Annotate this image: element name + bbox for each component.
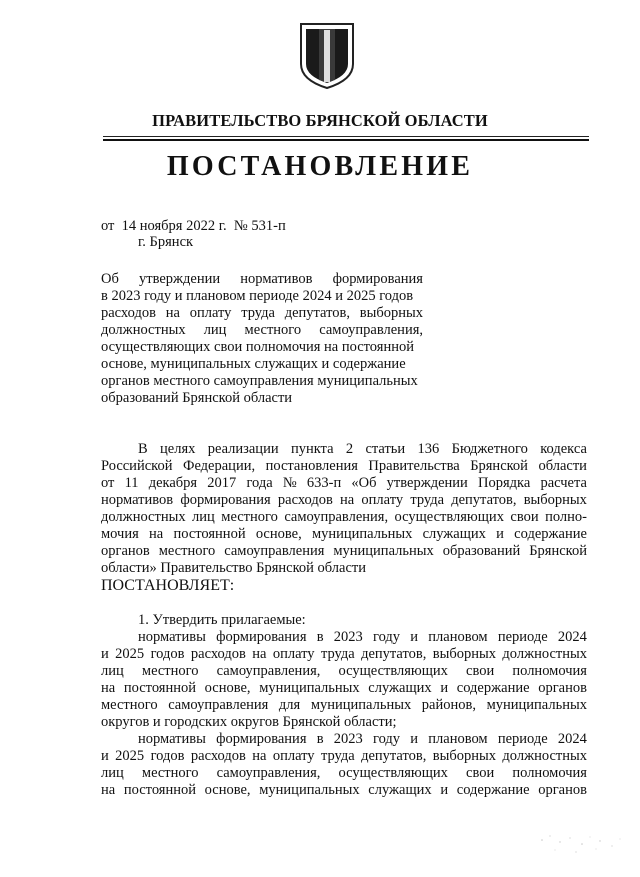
word: нормативы (138, 731, 206, 747)
word: Брянской (529, 543, 587, 559)
word: лиц (192, 509, 215, 525)
subject-line (101, 271, 423, 288)
word: на (101, 782, 116, 798)
word: и (101, 748, 109, 764)
document-body (101, 441, 587, 799)
word: самоуправления, (216, 765, 321, 781)
word: 2024 (557, 629, 587, 645)
number-sign: № (233, 218, 248, 234)
word: муниципальных (310, 697, 412, 713)
word: 2017 (207, 475, 237, 491)
header-rule-thin (103, 136, 589, 137)
word: содержание (514, 526, 587, 542)
word: периоде (497, 629, 548, 645)
preamble-line: области» Правительство Брянской области (101, 560, 366, 576)
word: выборных (432, 646, 496, 662)
word: постановления (265, 458, 358, 474)
word: году (373, 629, 401, 645)
subject-line: в 2023 году и плановом периоде 2024 и 2025 годов (101, 288, 414, 304)
word: расчета (540, 475, 587, 491)
word: депутатов, (284, 305, 350, 321)
item-a-line (101, 697, 587, 714)
word: на (252, 646, 267, 662)
word: периоде (497, 731, 548, 747)
word: местного (244, 322, 302, 338)
word: и (440, 782, 449, 798)
word: годов (150, 748, 185, 764)
word: Правительства (368, 458, 460, 474)
word: и (496, 526, 504, 542)
word: постоянной (123, 782, 196, 798)
preamble-line (101, 458, 587, 475)
word: депутатов, (451, 492, 517, 508)
word: должностных (502, 748, 587, 764)
word: утверждении (386, 475, 468, 491)
word: 2025 (115, 646, 145, 662)
word: самоуправления, (319, 322, 423, 338)
point-1-item-a (101, 629, 587, 731)
word: и (440, 680, 449, 696)
issuing-authority: ПРАВИТЕЛЬСТВО БРЯНСКОЙ ОБЛАСТИ (152, 111, 488, 130)
word: нормативы (138, 629, 206, 645)
word: расходов (277, 492, 333, 508)
word: муниципальных (486, 697, 587, 713)
word: свои (466, 765, 495, 781)
word: органов (538, 680, 587, 696)
word: и (101, 646, 109, 662)
word: свои (466, 663, 495, 679)
word: полно- (545, 509, 587, 525)
item-a-line (101, 680, 587, 697)
document-number: 531-п (251, 218, 286, 234)
word: постоянной (123, 680, 196, 696)
word: содержание (456, 782, 530, 798)
word: труда (320, 646, 355, 662)
word: осуществляющих (338, 663, 448, 679)
word: самоуправления, (216, 663, 321, 679)
word: осуществляющих (394, 509, 504, 525)
preamble-line (101, 475, 587, 492)
word: № (282, 475, 297, 491)
word: кодекса (540, 441, 587, 457)
word: свои (510, 509, 539, 525)
item-a-line (101, 646, 587, 663)
preamble-line (101, 492, 587, 509)
word: формирования (216, 629, 307, 645)
word: служащих (368, 680, 432, 696)
word: органов (538, 782, 587, 798)
word: целях (160, 441, 196, 457)
word: и (410, 629, 419, 645)
word: районов, (421, 697, 476, 713)
subject-line: органов местного самоуправления муниципальных (101, 373, 418, 389)
word: основе, (204, 782, 251, 798)
word: расходов (190, 748, 246, 764)
word: местного (141, 663, 199, 679)
word: должностных (502, 646, 587, 662)
word: муниципальных (333, 543, 434, 559)
word: от (101, 475, 115, 491)
word: муниципальных (259, 680, 360, 696)
word: выборных (359, 305, 423, 321)
word: Порядка (477, 475, 531, 491)
word: осуществляющих (338, 765, 448, 781)
word: должностных (101, 509, 186, 525)
item-b-line (101, 782, 587, 799)
subject-line (101, 322, 423, 339)
item-a-line (101, 629, 587, 646)
word: утверждении (139, 271, 221, 287)
word: мочия (101, 526, 139, 542)
word: органов (101, 543, 150, 559)
word: образований (442, 543, 521, 559)
word: В (138, 441, 148, 457)
word: Брянской (470, 458, 528, 474)
word: на (165, 305, 180, 321)
word: труда (241, 305, 275, 321)
word: «Об (351, 475, 377, 491)
word: нормативов (240, 271, 313, 287)
word: местного (101, 697, 158, 713)
word: года (246, 475, 273, 491)
preamble-line (101, 543, 587, 560)
item-a-line: округов и городских округов Брянской области; (101, 714, 397, 730)
word: лиц (101, 663, 124, 679)
word: лиц (203, 322, 227, 338)
word: и (410, 731, 419, 747)
preamble-line (101, 509, 587, 526)
word: депутатов, (361, 646, 427, 662)
date-prefix: от (101, 218, 115, 234)
word: служащих (422, 526, 486, 542)
header-rule-thick (103, 139, 589, 141)
word: Федерации, (182, 458, 256, 474)
word: лиц (101, 765, 124, 781)
item-a-line (101, 663, 587, 680)
document-type-title: ПОСТАНОВЛЕНИЕ (166, 151, 474, 182)
word: основе, (204, 680, 251, 696)
word: полномочия (512, 663, 587, 679)
word: самоуправления, (284, 509, 389, 525)
word: 2 (345, 441, 354, 457)
item-b-line (101, 731, 587, 748)
word: местного (158, 543, 216, 559)
word: формирования (180, 492, 271, 508)
word: на (101, 680, 116, 696)
word: труда (320, 748, 355, 764)
word: полномочия (512, 765, 587, 781)
subject-line: осуществляющих свои полномочия на постоянной (101, 339, 414, 355)
word: расходов (101, 305, 156, 321)
word: формирования (332, 271, 423, 287)
word: оплату (272, 646, 315, 662)
subject-line: основе, муниципальных служащих и содержание (101, 356, 406, 372)
word: году (373, 731, 401, 747)
document-subject (101, 271, 423, 407)
date-number-line (101, 218, 286, 235)
subject-line (101, 305, 423, 322)
preamble (101, 441, 587, 577)
word: 633-п (306, 475, 342, 491)
word: нормативов (101, 492, 174, 508)
word: декабря (148, 475, 198, 491)
preamble-line (101, 441, 587, 458)
word: самоуправления (224, 543, 325, 559)
word: должностных (101, 322, 186, 338)
word: 2024 (557, 731, 587, 747)
coat-of-arms-emblem-icon (298, 20, 356, 90)
word: плановом (428, 731, 488, 747)
word: местного (221, 509, 278, 525)
word: годов (150, 646, 185, 662)
word: 136 (417, 441, 440, 457)
word: расходов (190, 646, 246, 662)
word: выборных (432, 748, 496, 764)
word: муниципальных (311, 526, 413, 542)
word: служащих (368, 782, 432, 798)
word: содержание (456, 680, 530, 696)
word: выборных (523, 492, 587, 508)
word: области (538, 458, 587, 474)
word: муниципальных (259, 782, 360, 798)
word: в (316, 731, 324, 747)
subject-line: образований Брянской области (101, 390, 293, 406)
word: оплату (189, 305, 232, 321)
word: основе, (255, 526, 302, 542)
word: 2023 (333, 629, 363, 645)
word: Российской (101, 458, 173, 474)
point-1-heading: 1. Утвердить прилагаемые: (138, 612, 306, 628)
word: реализации (207, 441, 279, 457)
word: плановом (428, 629, 488, 645)
point-1-item-b (101, 731, 587, 799)
word: на (252, 748, 267, 764)
document-date: 14 ноября 2022 г. (121, 218, 227, 234)
item-b-line (101, 765, 587, 782)
word: оплату (272, 748, 315, 764)
word: статьи (365, 441, 406, 457)
word: постоянной (173, 526, 246, 542)
decree-word: ПОСТАНОВЛЯЕТ: (101, 577, 235, 594)
scan-artifact (530, 826, 630, 866)
word: 2023 (333, 731, 363, 747)
word: на (340, 492, 355, 508)
word: депутатов, (361, 748, 427, 764)
word: для (278, 697, 301, 713)
city: г. Брянск (138, 234, 194, 250)
word: труда (410, 492, 445, 508)
word: в (316, 629, 324, 645)
word: Бюджетного (451, 441, 528, 457)
word: оплату (361, 492, 404, 508)
word: пункта (290, 441, 334, 457)
word: Об (101, 271, 119, 287)
item-b-line (101, 748, 587, 765)
preamble-line (101, 526, 587, 543)
word: на (149, 526, 164, 542)
word: 11 (124, 475, 139, 491)
word: формирования (216, 731, 307, 747)
word: самоуправления (168, 697, 269, 713)
word: местного (141, 765, 199, 781)
word: 2025 (115, 748, 145, 764)
